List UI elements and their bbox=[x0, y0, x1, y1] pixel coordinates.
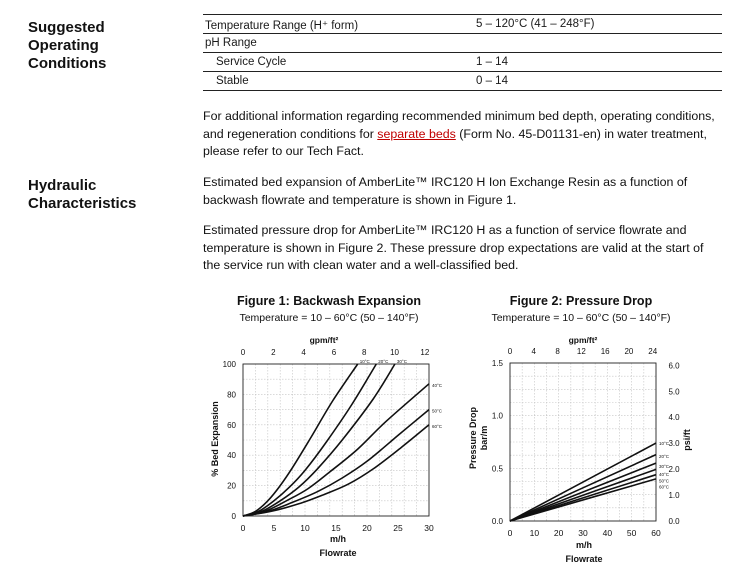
x-tick-label: 20 bbox=[553, 528, 564, 538]
heading-operating-conditions bbox=[28, 19, 106, 73]
x-tick-label: 15 bbox=[331, 523, 341, 533]
top-tick-label: 24 bbox=[648, 347, 658, 356]
heading-line: Operating bbox=[28, 37, 99, 54]
top-tick-label: 8 bbox=[361, 348, 367, 357]
top-tick-label: 20 bbox=[624, 347, 634, 356]
curve-label: 50°C bbox=[659, 478, 670, 484]
table-key: pH Range bbox=[205, 37, 257, 49]
y-tick-label: 80 bbox=[227, 390, 236, 400]
table-row bbox=[203, 34, 722, 53]
top-axis-label: gpm/ft² bbox=[309, 335, 339, 345]
x-tick-label: 30 bbox=[578, 528, 588, 538]
y-tick-label: 1.5 bbox=[491, 359, 503, 368]
table-value: 5 – 120°C (41 – 248°F) bbox=[476, 18, 595, 30]
y-tick-label: 100 bbox=[222, 360, 236, 369]
top-axis-label: gpm/ft² bbox=[568, 335, 598, 345]
x-axis-label: m/h bbox=[575, 540, 593, 550]
table-key: Stable bbox=[216, 75, 249, 87]
heading-line: Hydraulic bbox=[28, 177, 97, 194]
paragraph-bed-expansion: Estimated bed expansion of AmberLite™ IRC120 H Ion Exchange Resin as a function of backwash flowrate and temperature is shown in Figure 1. bbox=[203, 175, 688, 207]
y-tick-label: 0.5 bbox=[491, 464, 503, 474]
chart-subtitle: Temperature = 10 – 60°C (50 – 140°F) bbox=[491, 312, 671, 324]
x-tick-label: 50 bbox=[626, 528, 637, 538]
y-tick-label: 0.0 bbox=[491, 517, 503, 526]
heading-line: Suggested bbox=[28, 19, 105, 36]
table-row bbox=[203, 72, 722, 91]
y-tick-label: 0 bbox=[231, 512, 236, 521]
top-tick-label: 4 bbox=[531, 347, 537, 356]
right-tick-label: 2.0 bbox=[668, 465, 680, 475]
heading-line: Conditions bbox=[28, 55, 107, 72]
paragraph-additional-info bbox=[203, 108, 723, 161]
curve-label: 20°C bbox=[378, 359, 389, 364]
paragraph-text: (Form No. 45-D01131-en) in water treatment, please refer to our Tech Fact. bbox=[203, 126, 707, 158]
top-tick-label: 0 bbox=[507, 347, 513, 356]
curve-label: 10°C bbox=[659, 441, 670, 447]
y-tick-label: 1.0 bbox=[491, 411, 503, 421]
x-tick-label: 5 bbox=[271, 523, 277, 533]
chart-title: Figure 2: Pressure Drop bbox=[509, 294, 653, 308]
y-tick-label: 40 bbox=[227, 451, 236, 461]
curve-label: 30°C bbox=[659, 464, 670, 470]
x-tick-label: 10 bbox=[529, 528, 540, 538]
x-tick-label: 25 bbox=[393, 523, 403, 533]
curve-label: 60°C bbox=[659, 484, 670, 490]
figure-2-pressure-drop bbox=[465, 290, 727, 573]
x-tick-label: 60 bbox=[651, 528, 661, 538]
top-tick-label: 8 bbox=[555, 347, 560, 356]
chart-title: Figure 1: Backwash Expansion bbox=[236, 294, 422, 308]
top-tick-label: 16 bbox=[600, 347, 610, 356]
curve-label: 40°C bbox=[432, 382, 443, 388]
right-tick-label: 1.0 bbox=[668, 491, 680, 501]
y-axis-label: Pressure Drop bbox=[468, 406, 478, 470]
curve-label: 20°C bbox=[659, 454, 670, 460]
table-value: 0 – 14 bbox=[476, 75, 508, 87]
x-tick-label: 0 bbox=[240, 523, 246, 533]
y-axis-unit: bar/m bbox=[479, 425, 489, 451]
right-tick-label: 0.0 bbox=[668, 517, 680, 526]
curve-label: 50°C bbox=[432, 408, 443, 414]
right-tick-label: 3.0 bbox=[668, 439, 680, 449]
x-tick-label: 30 bbox=[424, 523, 434, 533]
separate-beds-link[interactable]: separate beds bbox=[377, 126, 456, 141]
y-axis-label: % Bed Expansion bbox=[210, 401, 220, 477]
table-value: 1 – 14 bbox=[476, 56, 508, 68]
x-tick-label: 10 bbox=[300, 523, 310, 533]
heading-line: Characteristics bbox=[28, 195, 137, 212]
y-tick-label: 60 bbox=[227, 420, 236, 430]
x-tick-label: 40 bbox=[602, 528, 613, 538]
series-line bbox=[510, 479, 656, 521]
curve-label: 30°C bbox=[396, 359, 407, 364]
curve-label: 10°C bbox=[359, 359, 370, 364]
table-key: Temperature Range (H⁺ form) bbox=[205, 20, 359, 32]
operating-conditions-table bbox=[203, 14, 722, 91]
x-tick-label: 20 bbox=[362, 523, 372, 533]
top-tick-label: 0 bbox=[240, 348, 246, 357]
top-tick-label: 6 bbox=[331, 348, 337, 357]
x-axis-label-2: Flowrate bbox=[319, 548, 357, 558]
table-row bbox=[203, 53, 722, 72]
right-tick-label: 4.0 bbox=[668, 413, 680, 423]
chart-subtitle: Temperature = 10 – 60°C (50 – 140°F) bbox=[239, 312, 419, 324]
x-axis-label-2: Flowrate bbox=[565, 554, 603, 564]
right-tick-label: 5.0 bbox=[668, 387, 680, 397]
curve-label: 40°C bbox=[659, 471, 670, 477]
top-tick-label: 12 bbox=[420, 348, 430, 357]
series-line bbox=[243, 410, 429, 516]
right-tick-label: 6.0 bbox=[668, 361, 680, 371]
x-axis-label: m/h bbox=[329, 534, 347, 544]
paragraph-pressure-drop: Estimated pressure drop for AmberLite™ IRC120 H as a function of service flowrate and temperature is shown in Figure 2. These pressure drop expectations are valid at the start of the service run with clean water and a well-classified bed. bbox=[203, 223, 704, 272]
right-axis-label: psi/ft bbox=[682, 429, 692, 451]
top-tick-label: 12 bbox=[576, 347, 586, 356]
table-row bbox=[203, 14, 722, 34]
top-tick-label: 2 bbox=[271, 348, 276, 357]
y-tick-label: 20 bbox=[227, 481, 236, 491]
top-tick-label: 10 bbox=[390, 348, 399, 357]
curve-label: 60°C bbox=[432, 423, 443, 429]
table-key: Service Cycle bbox=[216, 56, 287, 68]
paragraph-text: For additional information regarding recommended minimum bed depth, operating conditions, and regeneration conditions for bbox=[203, 109, 715, 141]
heading-hydraulic-characteristics bbox=[28, 177, 136, 213]
figure-1-backwash-expansion bbox=[200, 290, 465, 570]
x-tick-label: 0 bbox=[507, 528, 513, 538]
top-tick-label: 4 bbox=[301, 348, 306, 357]
